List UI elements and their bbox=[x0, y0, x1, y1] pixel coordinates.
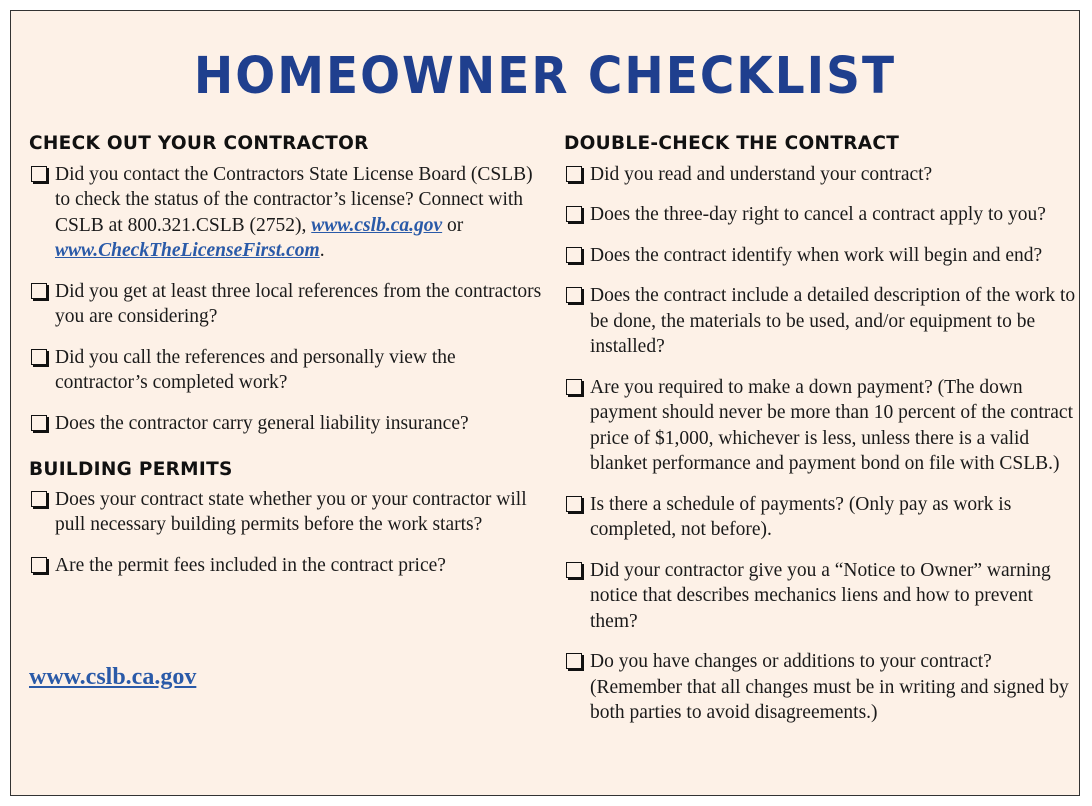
checklist-item-call-references: Did you call the references and personally view the contractor’s completed work? bbox=[29, 345, 544, 396]
checklist-item-liability-insurance: Does the contractor carry general liability insurance? bbox=[29, 411, 544, 437]
checkbox-icon[interactable] bbox=[31, 557, 47, 573]
checkbox-icon[interactable] bbox=[566, 562, 582, 578]
checkbox-icon[interactable] bbox=[566, 653, 582, 669]
checklist-item-contract-changes: Do you have changes or additions to your contract? (Remember that all changes must be in writing and signed by both parties to avoid disagreements.) bbox=[564, 649, 1076, 726]
checkbox-icon[interactable] bbox=[31, 349, 47, 365]
checklist-item-notice-to-owner: Did your contractor give you a “Notice to Owner” warning notice that describes mechanics liens and how to prevent them? bbox=[564, 558, 1076, 635]
checklist-item-three-day-cancel: Does the three-day right to cancel a contract apply to you? bbox=[564, 202, 1076, 228]
section-heading-building-permits: BUILDING PERMITS bbox=[29, 459, 233, 480]
checkbox-icon[interactable] bbox=[31, 283, 47, 299]
left-column bbox=[29, 135, 544, 578]
checkbox-icon[interactable] bbox=[566, 379, 582, 395]
checkbox-icon[interactable] bbox=[31, 491, 47, 507]
checklist-item-building-permits: Does your contract state whether you or your contractor will pull necessary building permits before the work starts? bbox=[29, 487, 544, 538]
checkbox-icon[interactable] bbox=[566, 206, 582, 222]
checklist-item-permit-fees: Are the permit fees included in the contract price? bbox=[29, 553, 544, 579]
checkbox-icon[interactable] bbox=[566, 247, 582, 263]
checkbox-icon[interactable] bbox=[566, 496, 582, 512]
footer-cslb-link[interactable]: www.cslb.ca.gov bbox=[29, 664, 197, 690]
checklist-card bbox=[10, 10, 1080, 796]
right-column bbox=[564, 135, 1076, 726]
section-heading-check-contractor: CHECK OUT YOUR CONTRACTOR bbox=[29, 133, 369, 154]
checklist-item-work-dates: Does the contract identify when work will begin and end? bbox=[564, 243, 1076, 269]
page-title: HOMEOWNER CHECKLIST bbox=[193, 46, 897, 107]
checkbox-icon[interactable] bbox=[566, 287, 582, 303]
checkbox-icon[interactable] bbox=[31, 415, 47, 431]
checklist-item-contact-cslb: Did you contact the Contractors State License Board (CSLB) to check the status of the contractor’s license? Connect with CSLB at 800.321.CSLB (2752), www.cslb.ca.gov or www.CheckTheLicenseFirst.com. bbox=[29, 162, 544, 264]
checklist-item-work-description: Does the contract include a detailed description of the work to be done, the materials to be used, and/or equipment to be installed? bbox=[564, 283, 1076, 360]
checkbox-icon[interactable] bbox=[566, 166, 582, 182]
checklist-item-local-references: Did you get at least three local references from the contractors you are considering? bbox=[29, 279, 544, 330]
checklist-item-read-contract: Did you read and understand your contract? bbox=[564, 162, 1076, 188]
checklist-item-payment-schedule: Is there a schedule of payments? (Only pay as work is completed, not before). bbox=[564, 492, 1076, 543]
checkbox-icon[interactable] bbox=[31, 166, 47, 182]
check-license-first-link[interactable]: www.CheckTheLicenseFirst.com bbox=[55, 240, 320, 261]
cslb-website-link[interactable]: www.cslb.ca.gov bbox=[311, 214, 443, 236]
checklist-item-down-payment: Are you required to make a down payment? (The down payment should never be more than 10 percent of the contract price of $1,000, whichever is less, unless there is a valid blanket performance and payment bond on file with CSLB.) bbox=[564, 375, 1076, 477]
section-heading-double-check-contract: DOUBLE-CHECK THE CONTRACT bbox=[564, 133, 900, 154]
